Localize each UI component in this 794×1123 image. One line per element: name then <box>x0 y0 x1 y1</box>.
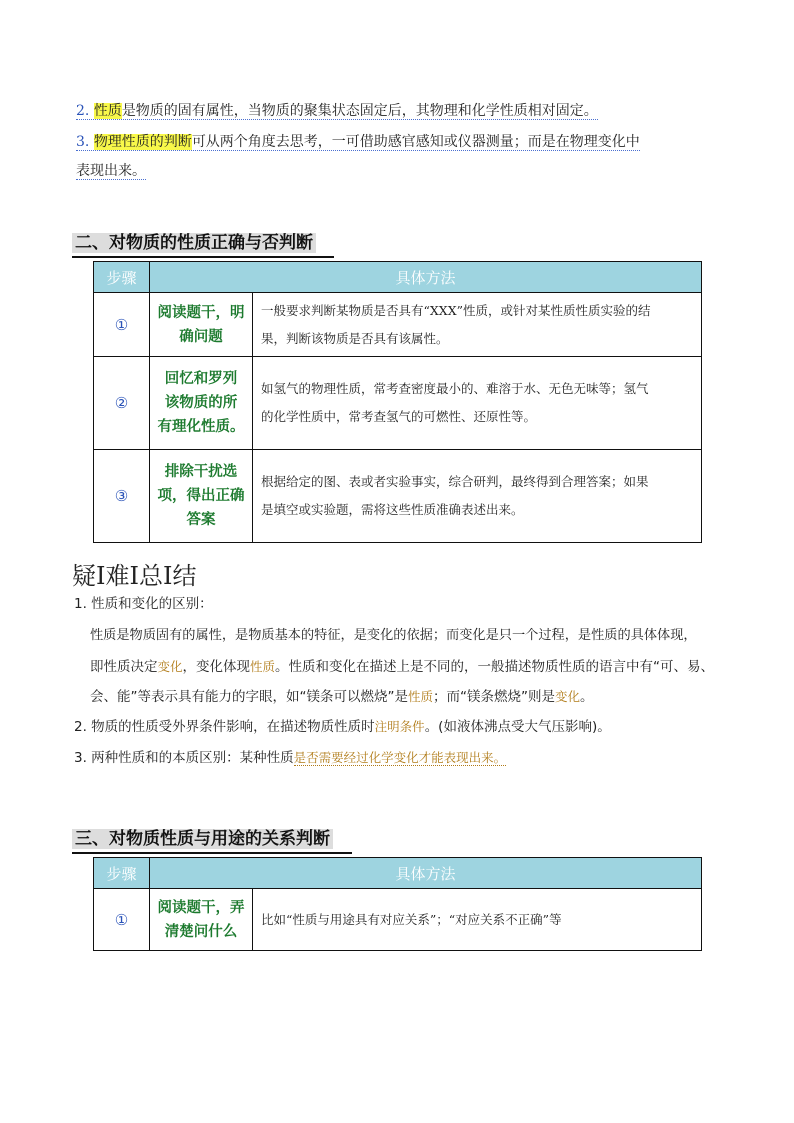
summary-p2 <box>74 717 611 737</box>
step-key <box>150 293 253 357</box>
desc-line: 果，判断该物质是否具有该属性。 <box>261 330 449 346</box>
text-run: ；而“镁条燃烧”则是 <box>433 689 555 705</box>
keyword-change: 变化 <box>157 659 183 674</box>
step-key <box>150 889 253 951</box>
key-line: 项，得出正确 <box>157 487 245 504</box>
header-step: 步骤 <box>94 262 150 293</box>
item-number: 3. <box>76 134 90 150</box>
key-line: 答案 <box>186 511 216 528</box>
keyword-change: 变化 <box>555 689 581 704</box>
summary-p1-label: 1. 性质和变化的区别： <box>74 596 213 612</box>
keyword-condition: 注明条件 <box>374 719 425 734</box>
header-step: 步骤 <box>94 858 150 889</box>
summary-p1-line2 <box>90 657 714 677</box>
table-row <box>94 293 702 357</box>
section-3-heading <box>72 827 702 854</box>
text-run: 。 <box>580 689 594 705</box>
summary-heading: 疑I难I总I结 <box>72 562 197 590</box>
keyword-property: 性质 <box>407 689 433 704</box>
table-row <box>94 889 702 951</box>
section-title: 三、对物质性质与用途的关系判断 <box>72 829 333 849</box>
highlighted-term: 性质 <box>93 103 122 119</box>
step-key <box>150 450 253 543</box>
key-line: 清楚问什么 <box>164 922 238 940</box>
text-run: 会、能”等表示具有能力的字眼，如“镁条可以燃烧”是 <box>90 689 408 705</box>
summary-p1-line3 <box>90 687 594 707</box>
desc-line: 的化学性质中，常考查氢气的可燃性、还原性等。 <box>261 409 537 424</box>
text-run: 即性质决定 <box>90 659 158 675</box>
key-line: 回忆和罗列 <box>164 370 238 387</box>
method-table-2 <box>93 261 702 543</box>
text-run: ，变化体现 <box>182 659 251 675</box>
step-description <box>253 293 702 357</box>
desc-line: 根据给定的图、表或者实验事实，综合研判，最终得到合理答案；如果 <box>261 474 649 489</box>
section-divider <box>72 256 334 258</box>
item-text: 可从两个角度去思考，一可借助感官感知或仪器测量；而是在物理变化中 <box>191 134 640 150</box>
section-2-heading <box>72 231 702 258</box>
intro-item-2 <box>76 100 598 120</box>
keyword-essence: 是否需要经过化学变化才能表现出来。 <box>293 750 507 765</box>
desc-line: 一般要求判断某物质是否具有“XXX”性质，或针对某性质性质实验的结 <box>261 302 651 318</box>
step-description <box>253 450 702 543</box>
step-number: ③ <box>94 450 150 543</box>
text-run: 。(如液体沸点受大气压影响)。 <box>424 719 611 735</box>
text-run: 2. 物质的性质受外界条件影响，在描述物质性质时 <box>74 719 375 735</box>
intro-item-3-cont <box>76 160 146 180</box>
step-key <box>150 357 253 450</box>
item-number: 2. <box>76 103 90 119</box>
desc-line: 如氢气的物理性质，常考查密度最小的、难溶于水、无色无味等；氢气 <box>261 381 649 396</box>
keyword-property: 性质 <box>250 659 276 674</box>
key-line: 确问题 <box>179 327 223 345</box>
item-text-continued: 表现出来。 <box>76 163 146 179</box>
step-number: ② <box>94 357 150 450</box>
step-description <box>253 357 702 450</box>
desc-line: 是填空或实验题，需将这些性质准确表述出来。 <box>261 502 524 517</box>
key-line: 阅读题干，明 <box>157 303 245 321</box>
summary-p1-line1: 性质是物质固有的属性，是物质基本的特征，是变化的依据；而变化是只一个过程，是性质的具体体现， <box>90 628 697 643</box>
summary-p3 <box>74 748 506 768</box>
key-line: 有理化性质。 <box>157 418 245 435</box>
intro-item-3 <box>76 131 640 151</box>
key-line: 阅读题干，弄 <box>157 898 245 916</box>
key-line: 排除干扰选 <box>164 463 238 480</box>
header-method: 具体方法 <box>150 858 702 889</box>
header-method: 具体方法 <box>150 262 702 293</box>
method-table-3 <box>93 857 702 951</box>
table-row <box>94 357 702 450</box>
step-number: ① <box>94 889 150 951</box>
section-title: 二、对物质的性质正确与否判断 <box>72 233 316 253</box>
highlighted-term: 物理性质的判断 <box>93 134 192 150</box>
table-row <box>94 450 702 543</box>
step-description: 比如“性质与用途具有对应关系”；“对应关系不正确”等 <box>253 889 702 951</box>
item-text: 是物质的固有属性，当物质的聚集状态固定后，其物理和化学性质相对固定。 <box>121 103 598 119</box>
step-number: ① <box>94 293 150 357</box>
section-divider <box>72 852 352 854</box>
key-line: 该物质的所 <box>164 394 238 411</box>
text-run: 。性质和变化在描述上是不同的，一般描述物质性质的语言中有“可、易、 <box>275 659 715 675</box>
text-run: 3. 两种性质和的本质区别：某种性质 <box>74 750 294 766</box>
